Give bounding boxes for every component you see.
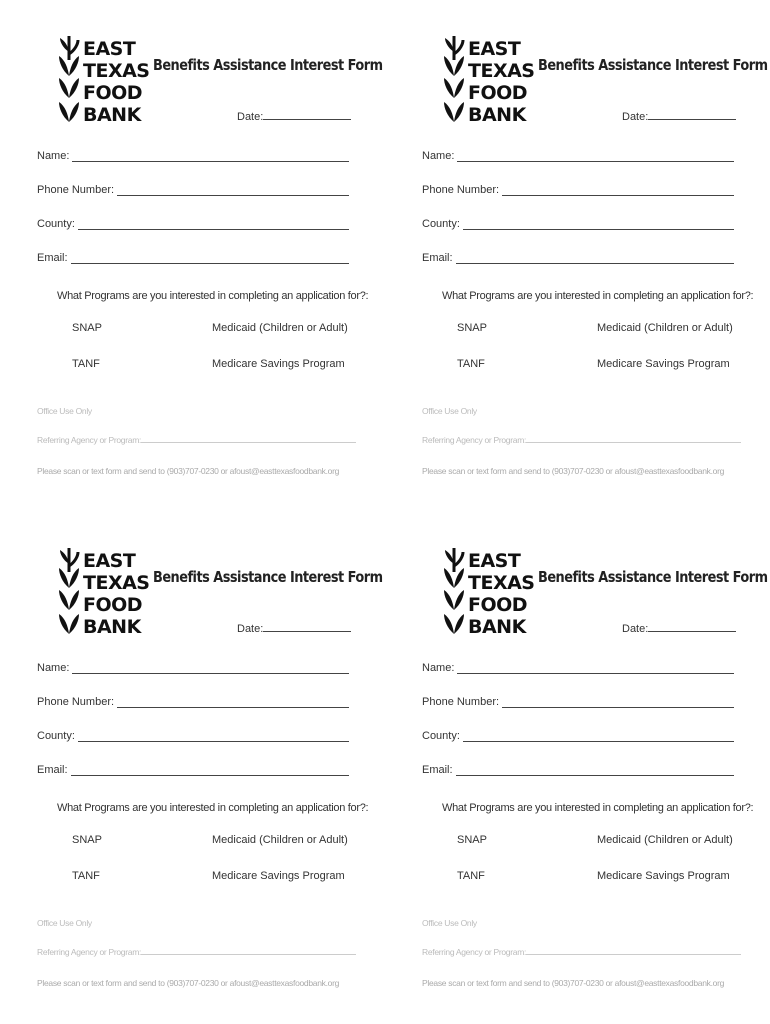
referring-line[interactable]: [141, 948, 356, 955]
referring-label: Referring Agency or Program:: [37, 435, 142, 445]
county-field[interactable]: [37, 730, 349, 742]
option-tanf[interactable]: TANF: [457, 358, 485, 370]
referring-agency-field[interactable]: [422, 435, 741, 445]
office-use-label: Office Use Only: [422, 406, 477, 416]
option-medicare-savings[interactable]: Medicare Savings Program: [597, 870, 730, 882]
wheat-icon: [442, 544, 468, 644]
date-line[interactable]: [263, 622, 351, 632]
logo-line: FOOD: [83, 82, 143, 104]
referring-agency-field[interactable]: [422, 947, 741, 957]
name-label: Name:: [37, 662, 70, 674]
email-line[interactable]: [71, 254, 349, 264]
logo-line: EAST: [468, 38, 521, 60]
email-field[interactable]: [37, 764, 349, 776]
logo-wordmark: [468, 550, 534, 638]
referring-line[interactable]: [526, 948, 741, 955]
office-use-label: Office Use Only: [37, 406, 92, 416]
send-instructions: Please scan or text form and send to (903)707-0230 or afoust@easttexasfoodbank.org: [422, 466, 725, 476]
interest-form-card: [422, 542, 768, 1012]
email-field[interactable]: [422, 764, 734, 776]
east-texas-food-bank-logo: [442, 32, 535, 132]
phone-field[interactable]: [422, 696, 734, 708]
date-field[interactable]: [622, 622, 736, 635]
east-texas-food-bank-logo: [442, 544, 535, 644]
logo-wordmark: [83, 550, 149, 638]
send-instructions: Please scan or text form and send to (903)707-0230 or afoust@easttexasfoodbank.org: [422, 978, 725, 988]
county-field[interactable]: [37, 218, 349, 230]
date-field[interactable]: [237, 110, 351, 123]
logo-wordmark: [468, 38, 534, 126]
logo-line: EAST: [468, 550, 521, 572]
wheat-icon: [57, 544, 83, 644]
email-label: Email:: [422, 252, 453, 264]
option-snap[interactable]: SNAP: [457, 834, 487, 846]
logo-wordmark: [83, 38, 149, 126]
name-line[interactable]: [457, 664, 734, 674]
phone-line[interactable]: [502, 186, 734, 196]
form-title: Benefits Assistance Interest Form: [153, 568, 383, 586]
date-field[interactable]: [622, 110, 736, 123]
email-label: Email:: [37, 764, 68, 776]
send-instructions: Please scan or text form and send to (903)707-0230 or afoust@easttexasfoodbank.org: [37, 978, 340, 988]
email-line[interactable]: [71, 766, 349, 776]
referring-agency-field[interactable]: [37, 435, 356, 445]
logo-line: TEXAS: [83, 572, 150, 594]
phone-label: Phone Number:: [422, 696, 500, 708]
county-line[interactable]: [78, 732, 349, 742]
date-field[interactable]: [237, 622, 351, 635]
option-snap[interactable]: SNAP: [72, 322, 102, 334]
logo-line: BANK: [468, 616, 526, 638]
email-label: Email:: [37, 252, 68, 264]
logo-line: FOOD: [468, 82, 528, 104]
phone-field[interactable]: [422, 184, 734, 196]
date-line[interactable]: [263, 110, 351, 120]
phone-label: Phone Number:: [37, 696, 115, 708]
logo-line: FOOD: [468, 594, 528, 616]
referring-line[interactable]: [526, 436, 741, 443]
county-line[interactable]: [463, 732, 734, 742]
logo-line: BANK: [83, 616, 141, 638]
referring-label: Referring Agency or Program:: [422, 435, 527, 445]
option-medicaid[interactable]: Medicaid (Children or Adult): [597, 322, 733, 334]
date-label: Date:: [622, 111, 649, 123]
name-field[interactable]: [37, 662, 349, 674]
programs-question: What Programs are you interested in completing an application for?:: [442, 290, 754, 302]
east-texas-food-bank-logo: [57, 32, 150, 132]
option-medicare-savings[interactable]: Medicare Savings Program: [212, 358, 345, 370]
send-instructions: Please scan or text form and send to (903)707-0230 or afoust@easttexasfoodbank.org: [37, 466, 340, 476]
referring-label: Referring Agency or Program:: [422, 947, 527, 957]
logo-line: TEXAS: [468, 60, 535, 82]
county-field[interactable]: [422, 218, 734, 230]
wheat-icon: [442, 32, 468, 132]
phone-line[interactable]: [117, 186, 349, 196]
phone-field[interactable]: [37, 696, 349, 708]
east-texas-food-bank-logo: [57, 544, 150, 644]
name-field[interactable]: [422, 150, 734, 162]
date-label: Date:: [622, 623, 649, 635]
programs-question: What Programs are you interested in completing an application for?:: [442, 802, 754, 814]
phone-label: Phone Number:: [422, 184, 500, 196]
option-snap[interactable]: SNAP: [72, 834, 102, 846]
programs-question: What Programs are you interested in completing an application for?:: [57, 290, 369, 302]
interest-form-card: [422, 30, 768, 500]
email-field[interactable]: [37, 252, 349, 264]
county-label: County:: [37, 218, 75, 230]
wheat-icon: [57, 32, 83, 132]
county-line[interactable]: [78, 220, 349, 230]
option-medicare-savings[interactable]: Medicare Savings Program: [212, 870, 345, 882]
form-title: Benefits Assistance Interest Form: [153, 56, 383, 74]
office-use-label: Office Use Only: [422, 918, 477, 928]
option-tanf[interactable]: TANF: [72, 358, 100, 370]
county-field[interactable]: [422, 730, 734, 742]
logo-line: BANK: [468, 104, 526, 126]
referring-line[interactable]: [141, 436, 356, 443]
option-medicaid[interactable]: Medicaid (Children or Adult): [212, 322, 348, 334]
option-tanf[interactable]: TANF: [457, 870, 485, 882]
logo-line: TEXAS: [83, 60, 150, 82]
interest-form-card: [37, 542, 383, 1012]
date-line[interactable]: [648, 622, 736, 632]
name-line[interactable]: [457, 152, 734, 162]
logo-line: EAST: [83, 38, 136, 60]
phone-field[interactable]: [37, 184, 349, 196]
county-label: County:: [37, 730, 75, 742]
logo-line: TEXAS: [468, 572, 535, 594]
county-label: County:: [422, 218, 460, 230]
email-field[interactable]: [422, 252, 734, 264]
logo-line: BANK: [83, 104, 141, 126]
logo-line: EAST: [83, 550, 136, 572]
date-label: Date:: [237, 623, 264, 635]
name-label: Name:: [422, 150, 455, 162]
option-medicaid[interactable]: Medicaid (Children or Adult): [597, 834, 733, 846]
name-line[interactable]: [72, 152, 349, 162]
email-line[interactable]: [456, 766, 734, 776]
county-line[interactable]: [463, 220, 734, 230]
email-line[interactable]: [456, 254, 734, 264]
option-tanf[interactable]: TANF: [72, 870, 100, 882]
date-label: Date:: [237, 111, 264, 123]
phone-label: Phone Number:: [37, 184, 115, 196]
date-line[interactable]: [648, 110, 736, 120]
form-title: Benefits Assistance Interest Form: [538, 56, 768, 74]
option-snap[interactable]: SNAP: [457, 322, 487, 334]
name-label: Name:: [37, 150, 70, 162]
office-use-label: Office Use Only: [37, 918, 92, 928]
referring-agency-field[interactable]: [37, 947, 356, 957]
interest-form-card: [37, 30, 383, 500]
name-label: Name:: [422, 662, 455, 674]
option-medicare-savings[interactable]: Medicare Savings Program: [597, 358, 730, 370]
form-title: Benefits Assistance Interest Form: [538, 568, 768, 586]
programs-question: What Programs are you interested in completing an application for?:: [57, 802, 369, 814]
name-field[interactable]: [37, 150, 349, 162]
logo-line: FOOD: [83, 594, 143, 616]
name-field[interactable]: [422, 662, 734, 674]
phone-line[interactable]: [117, 698, 349, 708]
county-label: County:: [422, 730, 460, 742]
referring-label: Referring Agency or Program:: [37, 947, 142, 957]
option-medicaid[interactable]: Medicaid (Children or Adult): [212, 834, 348, 846]
name-line[interactable]: [72, 664, 349, 674]
email-label: Email:: [422, 764, 453, 776]
phone-line[interactable]: [502, 698, 734, 708]
